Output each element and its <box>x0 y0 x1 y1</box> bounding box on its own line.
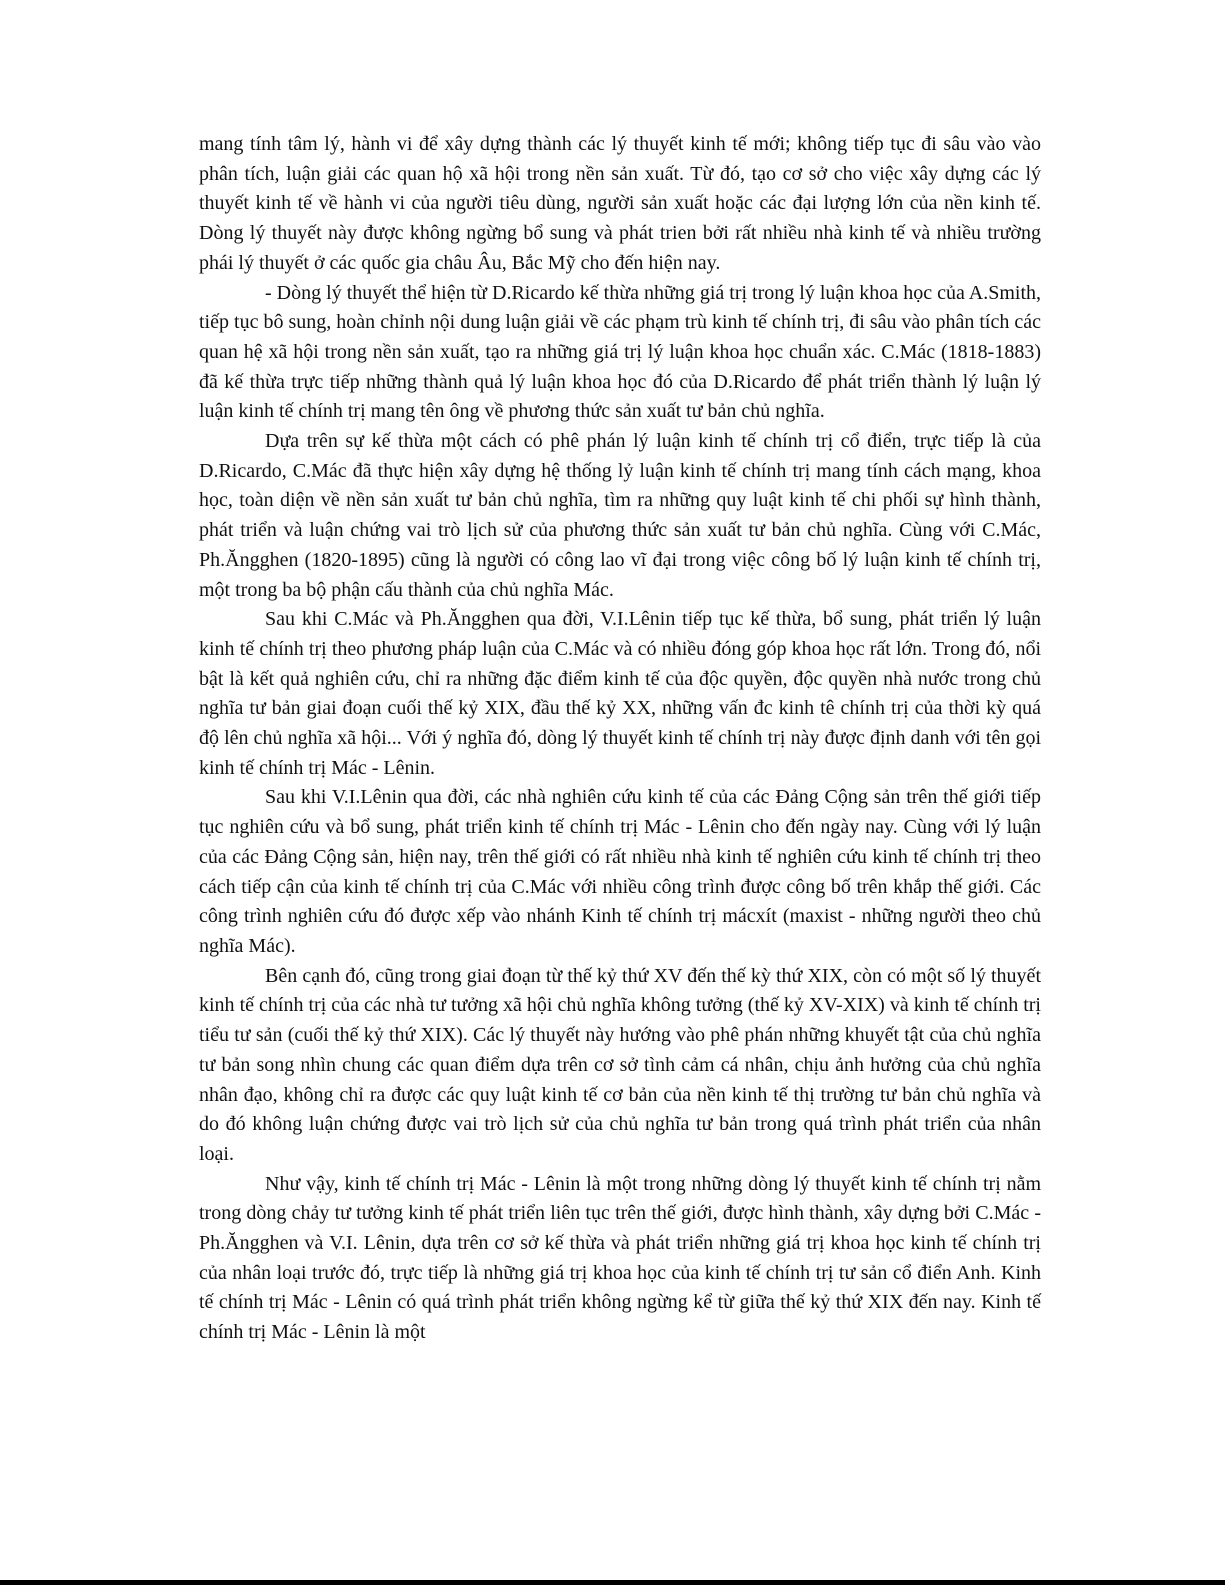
paragraph-6: Bên cạnh đó, cũng trong giai đoạn từ thế kỷ thứ XV đến thế kỳ thứ XIX, còn có một số lý thuyết kinh tế chính trị của các nhà tư tưởng xã hội chủ nghĩa không tưởng (thế kỷ XV-XIX) và kinh tế chính trị tiểu tư sản (cuối thế kỷ thứ XIX). Các lý thuyết này hướng vào phê phán những khuyết tật của chủ nghĩa tư bản song nhìn chung các quan điểm dựa trên cơ sở tình cảm cá nhân, chịu ảnh hưởng của chủ nghĩa nhân đạo, không chỉ ra được các quy luật kinh tế cơ bản của nền kinh tế thị trường tư bản chủ nghĩa và do đó không luận chứng được vai trò lịch sử của chủ nghĩa tư bản trong quá trình phát triển của nhân loại. <box>199 964 1041 1165</box>
paragraph-3: Dựa trên sự kế thừa một cách có phê phán lý luận kinh tế chính trị cổ điển, trực tiếp là của D.Ricardo, C.Mác đã thực hiện xây dựng hệ thống lỷ luận kinh tế chính trị mang tính cách mạng, khoa học, toàn diện về nền sản xuất tư bản chủ nghĩa, tìm ra những quy luật kinh tế chi phối sự hình thành, phát triển và luận chứng vai trò lịch sử của phương thức sản xuất tư bản chủ nghĩa. Cùng với C.Mác, Ph.Ăngghen (1820-1895) cũng là người có công lao vĩ đại trong việc công bố lý luận kinh tế chính trị, một trong ba bộ phận cấu thành của chủ nghĩa Mác. <box>199 430 1041 601</box>
paragraph-1: mang tính tâm lý, hành vi để xây dựng thành các lý thuyết kinh tế mới; không tiếp tục đi sâu vào vào phân tích, luận giải các quan hộ xã hội trong nền sản xuất. Từ đó, tạo cơ sở cho việc xây dựng các lý thuyết kinh tế về hành vi của người tiêu dùng, người sản xuất hoặc các đại lượng lớn của nền kinh tế. Dòng lý thuyết này được không ngừng bổ sung và phát trien bởi rất nhiều nhà kinh tế và nhiều trường phái lý thuyết ở các quốc gia châu Âu, Bắc Mỹ cho đến hiện nay. <box>199 133 1041 274</box>
paragraph-7: Như vậy, kinh tế chính trị Mác - Lênin là một trong những dòng lý thuyết kinh tế chính trị nằm trong dòng chảy tư tưởng kinh tế phát triển liên tục trên thế giới, được hình thành, xây dựng bởi C.Mác - Ph.Ăngghen và V.I. Lênin, dựa trên cơ sở kế thừa và phát triển những giá trị khoa học kinh tế chính trị của nhân loại trước đó, trực tiếp là những giá trị khoa học của kinh tế chính trị tư sản cổ điển Anh. Kinh tế chính trị Mác - Lênin có quá trình phát triển không ngừng kể từ giữa thế kỷ thứ XIX đến nay. Kinh tế chính trị Mác - Lênin là một <box>199 1172 1041 1344</box>
paragraph-2: - Dòng lý thuyết thể hiện từ D.Ricardo kế thừa những giá trị trong lý luận khoa học của A.Smith, tiếp tục bô sung, hoàn chỉnh nội dung luận giải về các phạm trù kinh tế chính trị, đi sâu vào phân tích các quan hệ xã hội trong nền sản xuất, tạo ra những giá trị lý luận khoa học chuẩn xác. C.Mác (1818-1883) đã kế thừa trực tiếp những thành quả lý luận khoa học đó của D.Ricardo để phát triển thành lý luận lý luận kinh tế chính trị mang tên ông về phương thức sản xuất tư bản chủ nghĩa. <box>199 281 1041 423</box>
page-bottom-border <box>0 1580 1225 1585</box>
paragraph-4: Sau khi C.Mác và Ph.Ăngghen qua đời, V.I.Lênin tiếp tục kế thừa, bổ sung, phát triển lý luận kinh tế chính trị theo phương pháp luận của C.Mác và có nhiều đóng góp khoa học rất lớn. Trong đó, nổi bật là kết quả nghiên cứu, chỉ ra những đặc điểm kinh tế của độc quyền, độc quyền nhà nước trong chủ nghĩa tư bản giai đoạn cuối thế kỷ XIX, đầu thế kỷ XX, những vấn đc kinh tê chính trị của thời kỳ quá độ lên chủ nghĩa xã hội... Với ý nghĩa đó, dòng lý thuyết kinh tế chính trị này được định danh với tên gọi kinh tế chính trị Mác - Lênin. <box>199 608 1041 779</box>
document-page <box>199 130 1041 1348</box>
paragraph-5: Sau khi V.I.Lênin qua đời, các nhà nghiên cứu kinh tế của các Đảng Cộng sản trên thế giới tiếp tục nghiên cứu và bổ sung, phát triển kinh tế chính trị Mác - Lênin cho đến ngày nay. Cùng với lý luận của các Đảng Cộng sản, hiện nay, trên thế giới có rất nhiều nhà kinh tế nghiên cứu kinh tế chính trị theo cách tiếp cận của kinh tế chính trị của C.Mác với nhiều công trình được công bố trên khắp thế giới. Các công trình nghiên cứu đó được xếp vào nhánh Kinh tế chính trị mácxít (maxist - những người theo chủ nghĩa Mác). <box>199 786 1041 957</box>
